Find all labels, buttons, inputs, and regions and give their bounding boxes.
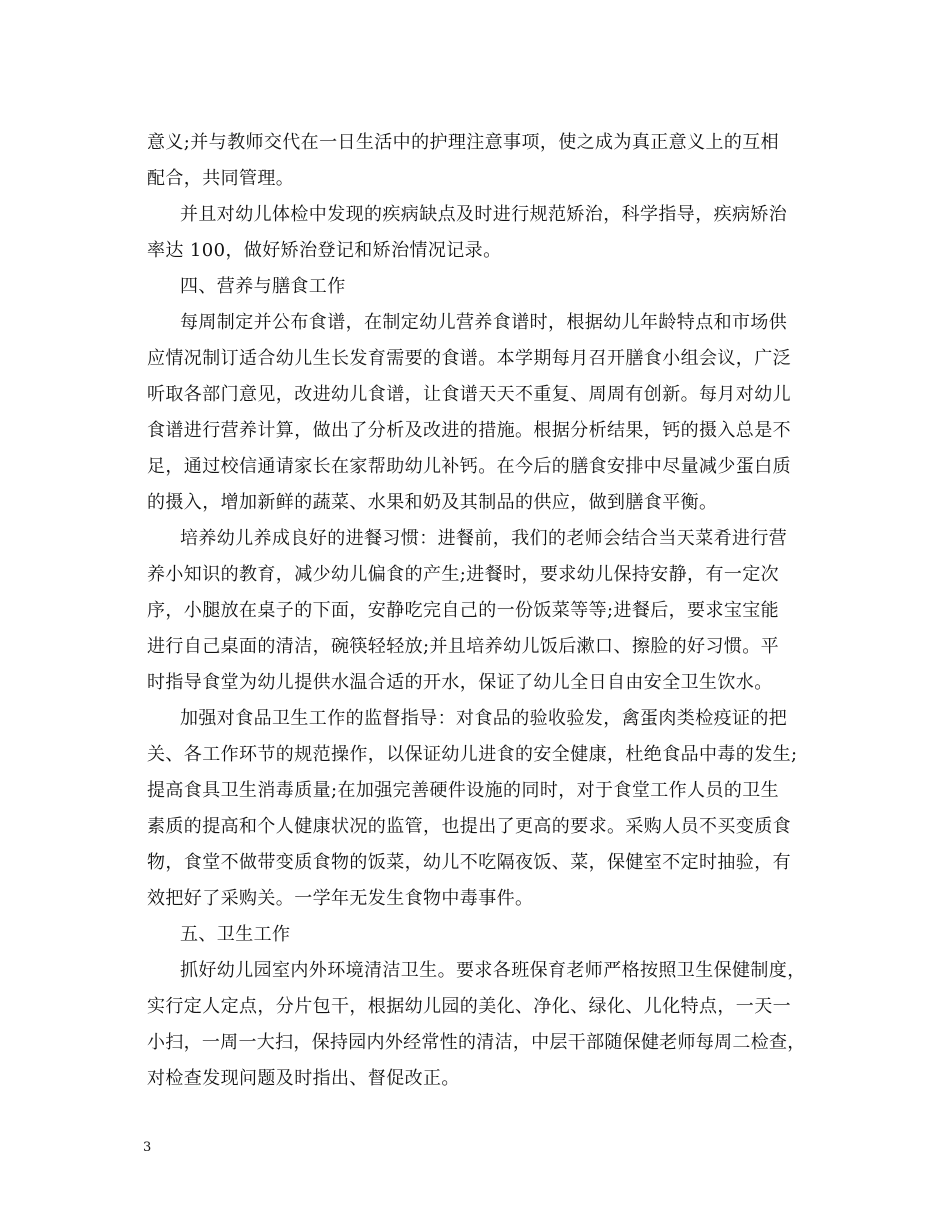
text-line: 五、卫生工作 [180,924,291,945]
text-line: 培养幼儿养成良好的进餐习惯：进餐前，我们的老师会结合当天菜肴进行营 [180,528,788,549]
text-line: 足，通过校信通请家长在家帮助幼儿补钙。在今后的膳食安排中尽量减少蛋白质 [147,456,791,477]
text-line: 进行自己桌面的清洁，碗筷轻轻放;并且培养幼儿饭后漱口、擦脸的好习惯。平 [147,636,780,657]
document-body [147,125,807,1097]
text-line: 的摄入，增加新鲜的蔬菜、水果和奶及其制品的供应，做到膳食平衡。 [147,492,718,513]
text-line: 四、营养与膳食工作 [180,276,346,297]
text-line: 素质的提高和个人健康状况的监管，也提出了更高的要求。采购人员不买变质食 [147,816,791,837]
text-line: 应情况制订适合幼儿生长发育需要的食谱。本学期每月召开膳食小组会议，广泛 [147,348,791,369]
page-number: 3 [143,1140,152,1155]
text-line: 时指导食堂为幼儿提供水温合适的开水，保证了幼儿全日自由安全卫生饮水。 [147,672,773,693]
text-line: 并且对幼儿体检中发现的疾病缺点及时进行规范矫治，科学指导，疾病矫治 [180,204,788,225]
text-line: 食谱进行营养计算，做出了分析及改进的措施。根据分析结果，钙的摄入总是不 [147,420,791,441]
text-line: 加强对食品卫生工作的监督指导：对食品的验收验发，禽蛋肉类检疫证的把 [180,708,788,729]
text-line: 提高食具卫生消毒质量;在加强完善硬件设施的同时，对于食堂工作人员的卫生 [147,780,780,801]
text-line: 率达 100，做好矫治登记和矫治情况记录。 [147,240,502,261]
text-line: 效把好了采购关。一学年无发生食物中毒事件。 [147,888,534,909]
text-line: 对检查发现问题及时指出、督促改正。 [147,1068,460,1089]
text-line: 序，小腿放在桌子的下面，安静吃完自己的一份饭菜等等;进餐后，要求宝宝能 [147,600,780,621]
text-line: 物，食堂不做带变质食物的饭菜，幼儿不吃隔夜饭、菜，保健室不定时抽验，有 [147,852,791,873]
text-line: 抓好幼儿园室内外环境清洁卫生。要求各班保育老师严格按照卫生保健制度， [180,960,806,981]
text-line: 关、各工作环节的规范操作，以保证幼儿进食的安全健康，杜绝食品中毒的发生; [147,744,798,765]
text-line: 小扫，一周一大扫，保持园内外经常性的清洁，中层干部随保健老师每周二检查， [147,1032,806,1053]
text-line: 意义;并与教师交代在一日生活中的护理注意事项，使之成为真正意义上的互相 [147,132,780,153]
text-line: 养小知识的教育，减少幼儿偏食的产生;进餐时，要求幼儿保持安静，有一定次 [147,564,780,585]
text-line: 每周制定并公布食谱，在制定幼儿营养食谱时，根据幼儿年龄特点和市场供 [180,312,788,333]
text-line: 听取各部门意见，改进幼儿食谱，让食谱天天不重复、周周有创新。每月对幼儿 [147,384,791,405]
text-line: 配合，共同管理。 [147,168,295,189]
text-line: 实行定人定点，分片包干，根据幼儿园的美化、净化、绿化、儿化特点，一天一 [147,996,791,1017]
